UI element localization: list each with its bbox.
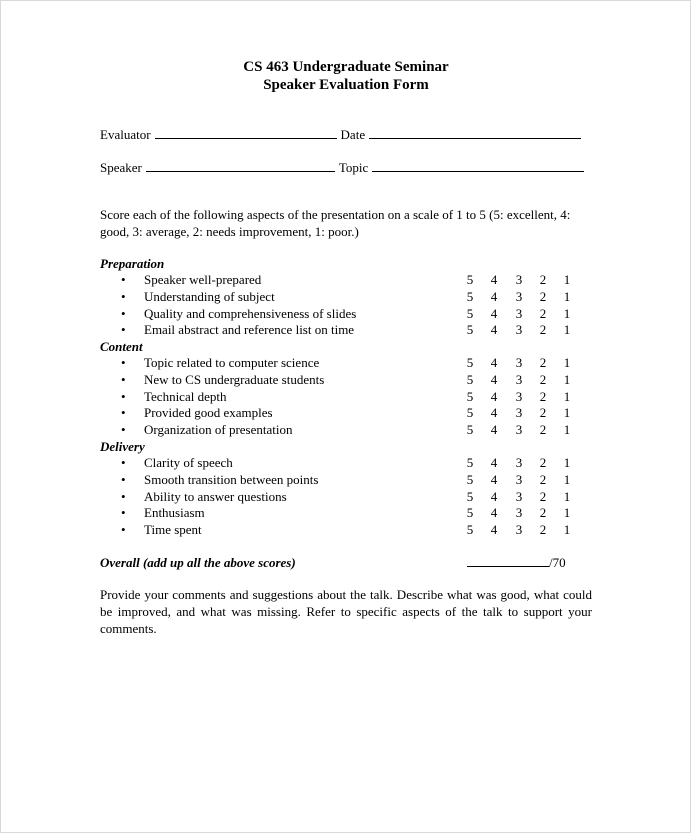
score-option-5[interactable]: 5 xyxy=(466,388,474,404)
score-option-2[interactable]: 2 xyxy=(539,388,547,404)
rating-item-label: Quality and comprehensiveness of slides xyxy=(144,305,357,321)
score-option-5[interactable]: 5 xyxy=(466,488,474,504)
score-option-3[interactable]: 3 xyxy=(515,505,523,521)
score-option-5[interactable]: 5 xyxy=(466,288,474,304)
rating-item-label: Clarity of speech xyxy=(144,455,233,470)
rating-row xyxy=(100,454,592,471)
rating-item-label: Ability to answer questions xyxy=(144,488,287,504)
speaker-field[interactable] xyxy=(146,159,335,172)
bullet-icon: • xyxy=(121,505,126,521)
rating-row xyxy=(100,371,592,388)
rating-item-label: Time spent xyxy=(144,522,202,538)
overall-score-field[interactable] xyxy=(467,554,549,567)
rating-item-label: Email abstract and reference list on time xyxy=(144,322,355,338)
form-subtitle: Speaker Evaluation Form xyxy=(263,77,429,93)
overall-score xyxy=(467,554,566,571)
score-option-1[interactable]: 1 xyxy=(563,322,571,338)
score-option-1[interactable]: 1 xyxy=(563,405,571,421)
score-option-5[interactable]: 5 xyxy=(466,355,474,370)
score-option-3[interactable]: 3 xyxy=(515,322,523,338)
score-option-2[interactable]: 2 xyxy=(539,488,547,504)
overall-total: /70 xyxy=(549,555,566,570)
score-option-1[interactable]: 1 xyxy=(563,272,571,287)
score-option-4[interactable]: 4 xyxy=(490,455,498,470)
score-option-3[interactable]: 3 xyxy=(515,471,523,487)
score-option-2[interactable]: 2 xyxy=(539,405,547,421)
score-option-5[interactable]: 5 xyxy=(466,471,474,487)
score-option-5[interactable]: 5 xyxy=(466,522,474,538)
score-option-5[interactable]: 5 xyxy=(466,272,474,287)
topic-label: Topic xyxy=(338,160,369,175)
rating-row xyxy=(100,521,592,538)
score-option-3[interactable]: 3 xyxy=(515,455,523,470)
score-option-4[interactable]: 4 xyxy=(490,471,498,487)
score-option-1[interactable]: 1 xyxy=(563,455,571,470)
evaluator-label: Evaluator xyxy=(100,127,151,142)
score-option-2[interactable]: 2 xyxy=(539,522,547,538)
section-title-content: Content xyxy=(100,339,143,354)
score-option-2[interactable]: 2 xyxy=(539,471,547,487)
rating-item-label: Topic related to computer science xyxy=(144,355,320,370)
speaker-topic-row xyxy=(100,159,584,176)
rating-item-label: Organization of presentation xyxy=(144,422,293,438)
bullet-icon: • xyxy=(121,322,126,338)
score-option-1[interactable]: 1 xyxy=(563,388,571,404)
score-option-3[interactable]: 3 xyxy=(515,388,523,404)
score-option-3[interactable]: 3 xyxy=(515,272,523,287)
bullet-icon: • xyxy=(121,471,126,487)
bullet-icon: • xyxy=(121,455,126,470)
rating-item-label: Understanding of subject xyxy=(144,288,275,304)
score-option-4[interactable]: 4 xyxy=(490,371,498,387)
score-option-2[interactable]: 2 xyxy=(539,505,547,521)
comments-instructions: Provide your comments and suggestions about the talk. Describe what was good, what could be improved, and what was missing. Refer to specific aspects of the talk to support your comments. xyxy=(100,587,592,636)
rating-row xyxy=(100,488,592,505)
score-option-2[interactable]: 2 xyxy=(539,272,547,287)
bullet-icon: • xyxy=(121,488,126,504)
score-option-5[interactable]: 5 xyxy=(466,371,474,387)
score-option-3[interactable]: 3 xyxy=(515,355,523,370)
rating-row xyxy=(100,288,592,305)
score-option-4[interactable]: 4 xyxy=(490,322,498,338)
score-option-1[interactable]: 1 xyxy=(563,471,571,487)
section-title-preparation: Preparation xyxy=(100,256,165,271)
bullet-icon: • xyxy=(121,371,126,387)
bullet-icon: • xyxy=(121,422,126,438)
score-option-4[interactable]: 4 xyxy=(490,422,498,438)
rating-row xyxy=(100,421,592,438)
overall-label: Overall (add up all the above scores) xyxy=(100,555,296,570)
score-option-3[interactable]: 3 xyxy=(515,305,523,321)
score-option-4[interactable]: 4 xyxy=(490,388,498,404)
score-option-2[interactable]: 2 xyxy=(539,288,547,304)
score-option-2[interactable]: 2 xyxy=(539,305,547,321)
speaker-label: Speaker xyxy=(100,160,142,175)
rating-row xyxy=(100,305,592,322)
topic-field[interactable] xyxy=(372,159,584,172)
bullet-icon: • xyxy=(121,272,126,287)
score-option-1[interactable]: 1 xyxy=(563,305,571,321)
rating-row xyxy=(100,321,592,338)
score-option-3[interactable]: 3 xyxy=(515,422,523,438)
score-option-5[interactable]: 5 xyxy=(466,455,474,470)
score-option-4[interactable]: 4 xyxy=(490,522,498,538)
rating-row xyxy=(100,471,592,488)
rating-row xyxy=(100,271,592,288)
rating-item-label: New to CS undergraduate students xyxy=(144,371,325,387)
score-option-1[interactable]: 1 xyxy=(563,371,571,387)
score-option-5[interactable]: 5 xyxy=(466,405,474,421)
bullet-icon: • xyxy=(121,388,126,404)
score-option-5[interactable]: 5 xyxy=(466,422,474,438)
score-option-4[interactable]: 4 xyxy=(490,355,498,370)
rating-row xyxy=(100,504,592,521)
bullet-icon: • xyxy=(121,405,126,421)
rating-item-label: Provided good examples xyxy=(144,405,273,421)
score-option-2[interactable]: 2 xyxy=(539,322,547,338)
evaluator-date-row xyxy=(100,126,581,143)
score-option-4[interactable]: 4 xyxy=(490,505,498,521)
score-option-1[interactable]: 1 xyxy=(563,355,571,370)
score-option-1[interactable]: 1 xyxy=(563,488,571,504)
score-option-1[interactable]: 1 xyxy=(563,522,571,538)
scoring-instructions: Score each of the following aspects of the presentation on a scale of 1 to 5 (5: excellent, 4: good, 3: average, 2: needs improvement, 1: poor.) xyxy=(100,207,571,239)
date-label: Date xyxy=(340,127,366,142)
score-option-1[interactable]: 1 xyxy=(563,505,571,521)
rating-item-label: Enthusiasm xyxy=(144,505,205,521)
score-option-2[interactable]: 2 xyxy=(539,422,547,438)
evaluator-field[interactable] xyxy=(155,126,337,139)
score-option-3[interactable]: 3 xyxy=(515,371,523,387)
score-option-4[interactable]: 4 xyxy=(490,272,498,287)
rating-row xyxy=(100,354,592,371)
score-option-3[interactable]: 3 xyxy=(515,405,523,421)
section-title-delivery: Delivery xyxy=(100,439,145,454)
score-option-5[interactable]: 5 xyxy=(466,305,474,321)
score-option-2[interactable]: 2 xyxy=(539,355,547,370)
score-option-4[interactable]: 4 xyxy=(490,288,498,304)
score-option-4[interactable]: 4 xyxy=(490,305,498,321)
score-option-4[interactable]: 4 xyxy=(490,405,498,421)
score-option-1[interactable]: 1 xyxy=(563,422,571,438)
score-option-3[interactable]: 3 xyxy=(515,288,523,304)
bullet-icon: • xyxy=(121,288,126,304)
date-field[interactable] xyxy=(369,126,581,139)
score-option-5[interactable]: 5 xyxy=(466,322,474,338)
score-option-3[interactable]: 3 xyxy=(515,488,523,504)
form-title: CS 463 Undergraduate Seminar xyxy=(243,59,449,75)
bullet-icon: • xyxy=(121,305,126,321)
score-option-1[interactable]: 1 xyxy=(563,288,571,304)
rating-item-label: Smooth transition between points xyxy=(144,471,319,487)
bullet-icon: • xyxy=(121,522,126,538)
score-option-2[interactable]: 2 xyxy=(539,371,547,387)
score-option-4[interactable]: 4 xyxy=(490,488,498,504)
rating-item-label: Technical depth xyxy=(144,388,227,404)
rating-item-label: Speaker well-prepared xyxy=(144,272,262,287)
score-option-2[interactable]: 2 xyxy=(539,455,547,470)
rating-row xyxy=(100,404,592,421)
bullet-icon: • xyxy=(121,355,126,370)
score-option-3[interactable]: 3 xyxy=(515,522,523,538)
score-option-5[interactable]: 5 xyxy=(466,505,474,521)
rating-row xyxy=(100,388,592,405)
